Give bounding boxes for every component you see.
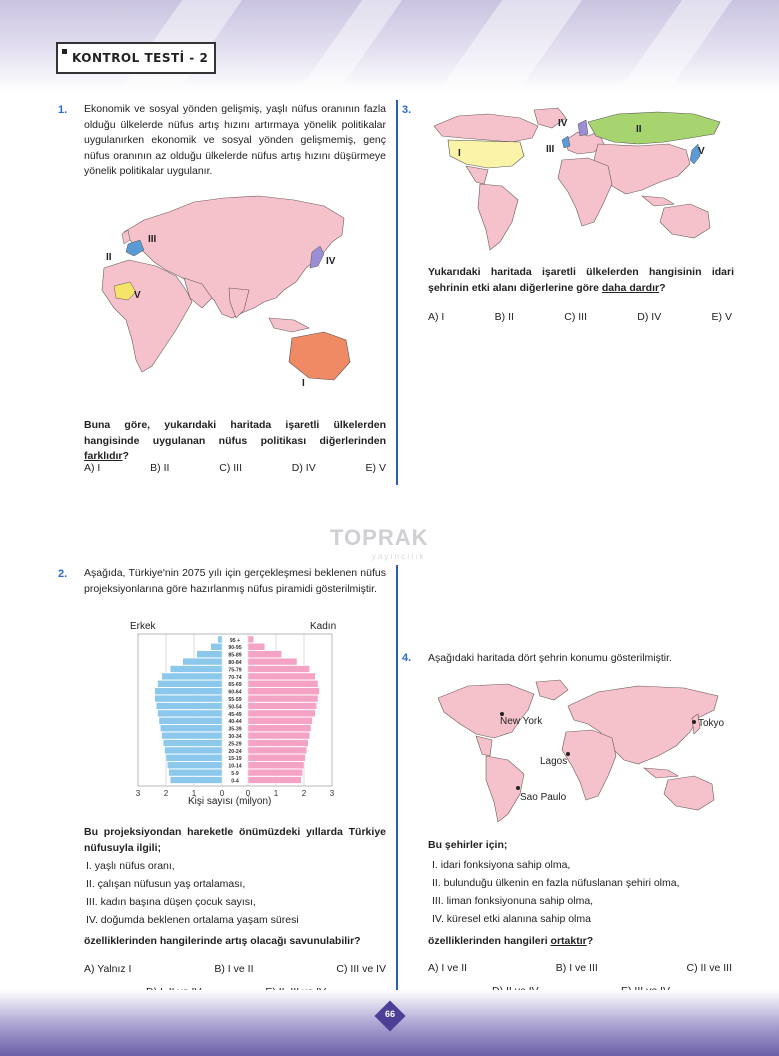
pyramid-age-label-2: 85-89 — [228, 652, 242, 659]
q4-question-end: ? — [586, 935, 594, 947]
pyramid-bar-male-12 — [160, 725, 222, 732]
q4-option-c[interactable]: C) II ve III — [686, 962, 732, 974]
pyramid-right-label: Kadın — [310, 621, 337, 632]
q4-number: 4. — [402, 652, 412, 664]
q4-question-text: özelliklerinden hangileri — [428, 935, 551, 947]
q3-map-label-iii: III — [546, 144, 555, 155]
q2-option-b[interactable]: B) I ve II — [214, 963, 254, 975]
pyramid-bar-male-10 — [158, 710, 222, 717]
pyramid-tick-5: 1 — [273, 789, 279, 798]
pyramid-bar-female-4 — [248, 666, 310, 673]
column-divider-bottom — [396, 565, 398, 990]
pyramid-tick-4: 0 — [245, 789, 251, 798]
q4-statement-2: II. bulunduğu ülkenin en fazla nüfuslanan şehiri olma, — [432, 877, 680, 889]
q3-map-label-v: V — [698, 146, 705, 157]
q4-question — [428, 934, 734, 950]
pyramid-age-label-6: 65-69 — [228, 682, 242, 689]
pyramid-age-label-16: 15-19 — [228, 756, 242, 763]
q4-statements — [432, 856, 680, 928]
q1-intro: Ekonomik ve sosyal yönden gelişmiş, yaşlı nüfus oranının fazla olduğu ülkelerde nüfus artış hızını artırmaya yönelik politikalar uygulanırken ekonomik ve sosyal yönden gelişmemiş, genç nüfus oranının az olduğu ülkelerde nüfus artış hızını düşürmeye yönelik politikalar uygulanır. — [84, 103, 386, 177]
q4-city-lagos: Lagos — [540, 756, 568, 767]
pyramid-bar-male-7 — [155, 688, 222, 695]
q4-options-row1 — [428, 962, 732, 974]
q2-statements — [86, 857, 299, 929]
test-title-box — [56, 42, 216, 74]
q4-land-indonesia — [644, 768, 678, 778]
q1-option-c[interactable]: C) III — [219, 462, 242, 474]
q2-statement-4: IV. doğumda beklenen ortalama yaşam süresi — [86, 914, 299, 926]
pyramid-bar-female-5 — [248, 673, 315, 680]
q1-question-end: ? — [122, 450, 129, 462]
pyramid-bar-male-14 — [163, 740, 222, 747]
pyramid-age-label-12: 35-39 — [228, 726, 242, 733]
pyramid-bar-female-11 — [248, 717, 312, 724]
pyramid-bar-female-14 — [248, 740, 308, 747]
q3-map-label-iv: IV — [558, 118, 568, 129]
pyramid-bar-female-15 — [248, 747, 307, 754]
q3-land-canada — [434, 114, 538, 142]
q4-land-central-america — [476, 736, 492, 756]
q2-option-a[interactable]: A) Yalnız I — [84, 963, 132, 975]
q3-number: 3. — [402, 104, 412, 116]
q1-option-b[interactable]: B) II — [150, 462, 170, 474]
q4-statement-4: IV. küresel etki alanına sahip olma — [432, 913, 591, 925]
pyramid-xlabel: Kişi sayısı (milyon) — [188, 796, 272, 807]
pyramid-bar-male-18 — [169, 769, 222, 776]
q2-question: özelliklerinden hangilerinde artış olacağı savunulabilir? — [84, 935, 361, 947]
pyramid-bar-male-1 — [211, 643, 222, 650]
q4-city-dot-sao-paulo — [516, 786, 520, 790]
q2-intro: Aşağıda, Türkiye'nin 2075 yılı için gerçekleşmesi beklenen nüfus projeksiyonlarına göre hazırlanmış nüfus piramidi gösterilmiştir. — [84, 567, 386, 595]
pyramid-tick-0: 3 — [135, 789, 141, 798]
q4-option-b[interactable]: B) I ve III — [555, 962, 598, 974]
q2-stem: Bu projeksiyondan hareketle önümüzdeki yıllarda Türkiye nüfusuyla ilgili; — [84, 826, 386, 854]
q3-land-africa — [558, 158, 612, 226]
pyramid-tick-7: 3 — [329, 789, 335, 798]
q3-option-d[interactable]: D) IV — [637, 311, 662, 323]
q2-statement-1: I. yaşlı nüfus oranı, — [86, 860, 175, 872]
q1-map — [84, 190, 386, 405]
q3-question-text: Yukarıdaki haritada işaretli ülkelerden hangisinin idari şehrinin etki alanı diğerlerine göre — [428, 266, 734, 294]
q4-intro: Aşağıdaki haritada dört şehrin konumu gösterilmiştir. — [428, 652, 672, 664]
test-title: KONTROL TESTİ - 2 — [72, 51, 209, 65]
q3-map-label-i: I — [458, 148, 461, 159]
q3-options — [428, 311, 732, 323]
q3-map-label-ii: II — [636, 124, 642, 135]
q3-option-e[interactable]: E) V — [711, 311, 732, 323]
q3-land-australia — [660, 204, 710, 238]
q4-question-underlined: ortaktır — [550, 935, 587, 947]
pyramid-bar-male-15 — [165, 747, 222, 754]
pyramid-bar-male-6 — [158, 680, 222, 687]
q4-map — [428, 676, 734, 826]
q2-statement-2: II. çalışan nüfusun yaş ortalaması, — [86, 878, 246, 890]
q4-land-australia — [664, 776, 714, 810]
q4-land-north-america — [438, 684, 534, 738]
pyramid-bar-female-8 — [248, 695, 318, 702]
page-number: 66 — [384, 1009, 395, 1019]
pyramid-tick-3: 0 — [219, 789, 225, 798]
pyramid-age-label-0: 95 + — [229, 637, 241, 644]
pyramid-age-label-4: 75-79 — [228, 667, 242, 674]
pyramid-bar-female-2 — [248, 651, 282, 658]
q4-statement-3: III. liman fonksiyonuna sahip olma, — [432, 895, 594, 907]
q4-stem: Bu şehirler için; — [428, 839, 508, 851]
pyramid-bar-male-2 — [197, 651, 222, 658]
pyramid-bar-male-5 — [162, 673, 222, 680]
pyramid-bar-male-0 — [218, 636, 222, 643]
pyramid-age-label-10: 45-49 — [228, 711, 242, 718]
pyramid-left-label: Erkek — [130, 621, 156, 632]
q1-question-underlined: farklıdır — [84, 450, 123, 462]
watermark-brand: TOPRAK — [330, 525, 429, 550]
pyramid-bar-male-3 — [183, 658, 222, 665]
q2-number: 2. — [58, 568, 68, 580]
q2-options-row1 — [84, 963, 386, 975]
pyramid-bar-female-17 — [248, 762, 304, 769]
pyramid-age-label-13: 30-34 — [228, 734, 242, 740]
q1-map-label-i: I — [302, 378, 305, 389]
q4-land-greenland — [536, 680, 568, 700]
population-pyramid-chart — [130, 632, 340, 812]
q1-land-africa — [102, 260, 192, 372]
pyramid-age-label-5: 70-74 — [228, 674, 242, 681]
q4-statement-1: I. idari fonksiyona sahip olma, — [432, 859, 571, 871]
pyramid-bar-female-3 — [248, 658, 297, 665]
q1-option-e[interactable]: E) V — [365, 462, 386, 474]
q1-map-label-ii: II — [106, 252, 112, 263]
q3-option-b[interactable]: B) II — [494, 311, 514, 323]
pyramid-bar-female-19 — [248, 777, 301, 784]
q3-option-a[interactable]: A) I — [428, 311, 445, 323]
pyramid-age-label-14: 25-29 — [228, 741, 242, 748]
q1-land-indonesia — [269, 318, 309, 332]
pyramid-bar-female-9 — [248, 703, 317, 710]
pyramid-age-label-3: 80-84 — [228, 660, 242, 666]
pyramid-bar-female-1 — [248, 643, 265, 650]
q4-city-sao-paulo: Sao Paulo — [520, 792, 567, 803]
pyramid-bar-male-9 — [156, 703, 222, 710]
q1-options — [84, 462, 386, 474]
pyramid-age-label-8: 55-59 — [228, 697, 242, 703]
pyramid-bar-male-19 — [170, 777, 222, 784]
q1-question-text: Buna göre, yukarıdaki haritada işaretli ülkelerden hangisinde uygulanan nüfus politikası diğerlerinden — [84, 419, 386, 447]
q1-map-label-iii: III — [148, 234, 157, 245]
pyramid-bar-male-16 — [166, 754, 222, 761]
q3-option-c[interactable]: C) III — [564, 311, 587, 323]
q4-city-new-york: New York — [500, 716, 543, 727]
q1-number: 1. — [58, 104, 68, 116]
pyramid-bar-female-12 — [248, 725, 311, 732]
pyramid-bar-male-17 — [167, 762, 222, 769]
pyramid-bar-male-8 — [155, 695, 222, 702]
q1-country-i — [289, 332, 350, 380]
q3-land-indonesia — [642, 196, 674, 206]
pyramid-age-label-1: 90-95 — [228, 645, 242, 652]
q4-option-a[interactable]: A) I ve II — [428, 962, 468, 974]
pyramid-bar-female-10 — [248, 710, 315, 717]
watermark-sub: yayıncılık — [372, 552, 426, 561]
pyramid-age-label-17: 10-14 — [228, 763, 242, 770]
pyramid-age-label-15: 20-24 — [228, 748, 242, 755]
q4-city-dot-tokyo — [692, 720, 696, 724]
pyramid-age-label-7: 60-64 — [228, 689, 242, 696]
q4-city-tokyo: Tokyo — [698, 718, 725, 729]
q4-land-africa — [562, 730, 616, 800]
pyramid-age-label-18: 5-9 — [231, 771, 239, 777]
pyramid-bar-female-13 — [248, 732, 310, 739]
pyramid-tick-2: 1 — [191, 789, 197, 798]
q2-statement-3: III. kadın başına düşen çocuk sayısı, — [86, 896, 256, 908]
pyramid-age-label-11: 40-44 — [228, 719, 242, 726]
q1-question — [84, 418, 386, 465]
pyramid-bar-male-4 — [170, 666, 222, 673]
pyramid-bar-male-13 — [162, 732, 222, 739]
q3-country-iv — [578, 120, 588, 136]
q1-option-d[interactable]: D) IV — [291, 462, 316, 474]
pyramid-bar-female-18 — [248, 769, 303, 776]
pyramid-tick-6: 2 — [301, 789, 307, 798]
column-divider-top — [396, 100, 398, 485]
q1-map-label-v: V — [134, 290, 141, 301]
pyramid-bar-female-16 — [248, 754, 305, 761]
q3-question — [428, 265, 734, 296]
q3-land-central-america — [466, 166, 488, 184]
pyramid-bar-female-0 — [248, 636, 254, 643]
pyramid-tick-1: 2 — [163, 789, 169, 798]
pyramid-bar-male-11 — [159, 717, 222, 724]
pyramid-age-label-19: 0-4 — [231, 778, 239, 785]
q1-option-a[interactable]: A) I — [84, 462, 101, 474]
q3-country-ii — [588, 112, 720, 144]
q1-map-label-iv: IV — [326, 256, 336, 267]
pyramid-bar-female-6 — [248, 680, 318, 687]
title-bullet-icon — [62, 49, 67, 54]
q3-map — [428, 104, 734, 254]
q3-question-end: ? — [659, 281, 666, 294]
q2-option-c[interactable]: C) III ve IV — [336, 963, 386, 975]
q3-question-underlined: daha dardır — [601, 281, 660, 294]
pyramid-bar-female-7 — [248, 688, 319, 695]
pyramid-age-label-9: 50-54 — [228, 704, 242, 711]
q3-land-south-america — [478, 184, 518, 250]
